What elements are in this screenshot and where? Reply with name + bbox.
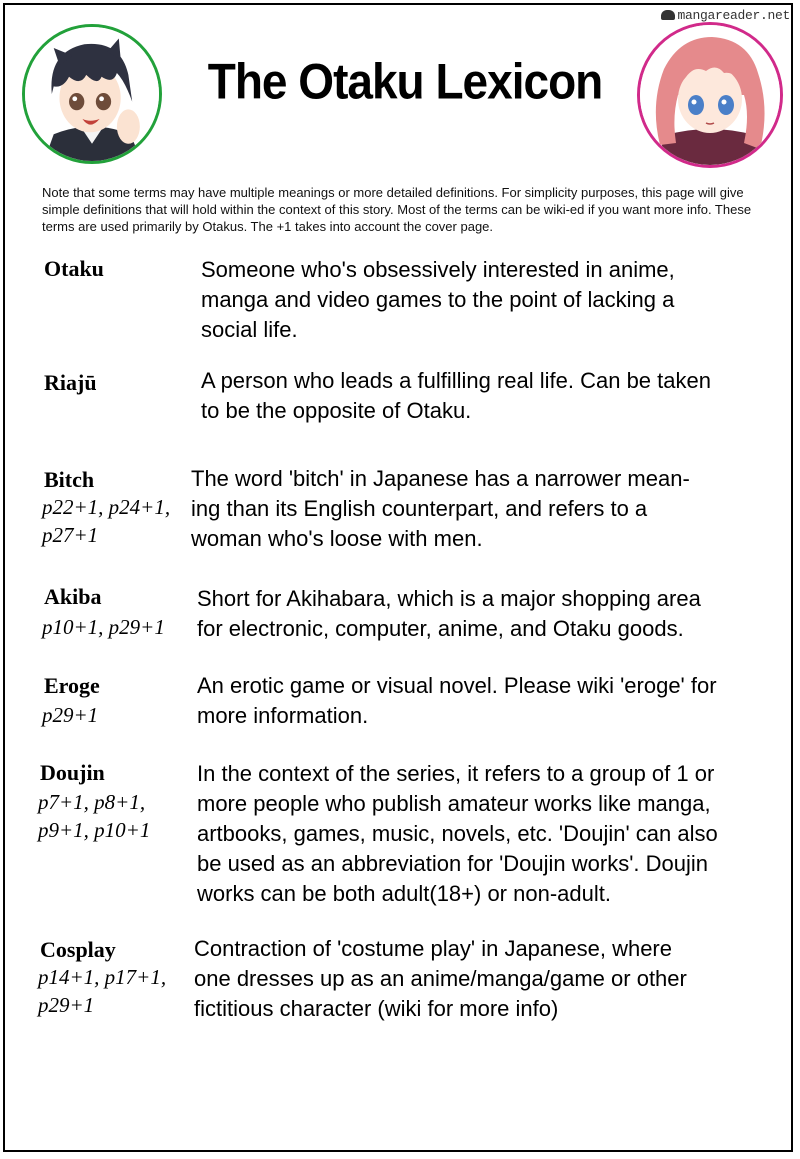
entry-term: Bitch [44, 467, 95, 492]
entry-pages: p7+1, p8+1, p9+1, p10+1 [38, 790, 151, 842]
entry-definition: A person who leads a fulfilling real life. Can be taken to be the opposite of Otaku. [201, 368, 711, 423]
intro-note: Note that some terms may have multiple meanings or more detailed definitions. For simplicity purposes, this page will give simple definitions that will hold within the context of this story. Most of the terms can be wiki-ed if you want more info. These terms are used primarily by Otakus. The +1 takes into account the cover page. [42, 185, 752, 234]
entry-definition: Contraction of 'costume play' in Japanese, where one dresses up as an anime/manga/game or other fictitious character (wiki for more info) [194, 936, 687, 1021]
watermark-text: mangareader.net [677, 8, 790, 23]
entry-definition: In the context of the series, it refers to a group of 1 or more people who publish amateur works like manga, artbooks, games, music, novels, etc. 'Doujin' can also be used as an abbreviation for 'Doujin works'. Doujin works can be both adult(18+) or non-adult. [197, 761, 718, 906]
entry-term: Otaku [44, 256, 104, 281]
boy-portrait-icon [25, 27, 159, 161]
entry-definition: Someone who's obsessively interested in anime, manga and video games to the point of lacking a social life. [201, 257, 675, 342]
entry-term: Doujin [40, 760, 105, 785]
entry-definition: Short for Akihabara, which is a major shopping area for electronic, computer, anime, and Otaku goods. [197, 586, 701, 641]
girl-portrait-icon [640, 25, 780, 165]
entry-pages: p14+1, p17+1, p29+1 [38, 965, 167, 1017]
watermark-icon [661, 10, 675, 20]
avatar-boy [22, 24, 162, 164]
entry-definition: An erotic game or visual novel. Please wiki 'eroge' for more information. [197, 673, 717, 728]
entry-term: Riajū [44, 370, 97, 395]
entry-term: Eroge [44, 673, 100, 698]
avatar-girl [637, 22, 783, 168]
watermark [661, 8, 790, 23]
entry-definition: The word 'bitch' in Japanese has a narrower mean- ing than its English counterpart, and refers to a woman who's loose with men. [191, 466, 690, 551]
entry-term: Akiba [44, 584, 102, 609]
entry-pages: p29+1 [42, 703, 99, 727]
page-title: The Otaku Lexicon [207, 52, 603, 110]
entry-term: Cosplay [40, 937, 116, 962]
entry-pages: p10+1, p29+1 [42, 615, 165, 639]
entry-pages: p22+1, p24+1, p27+1 [42, 495, 171, 547]
